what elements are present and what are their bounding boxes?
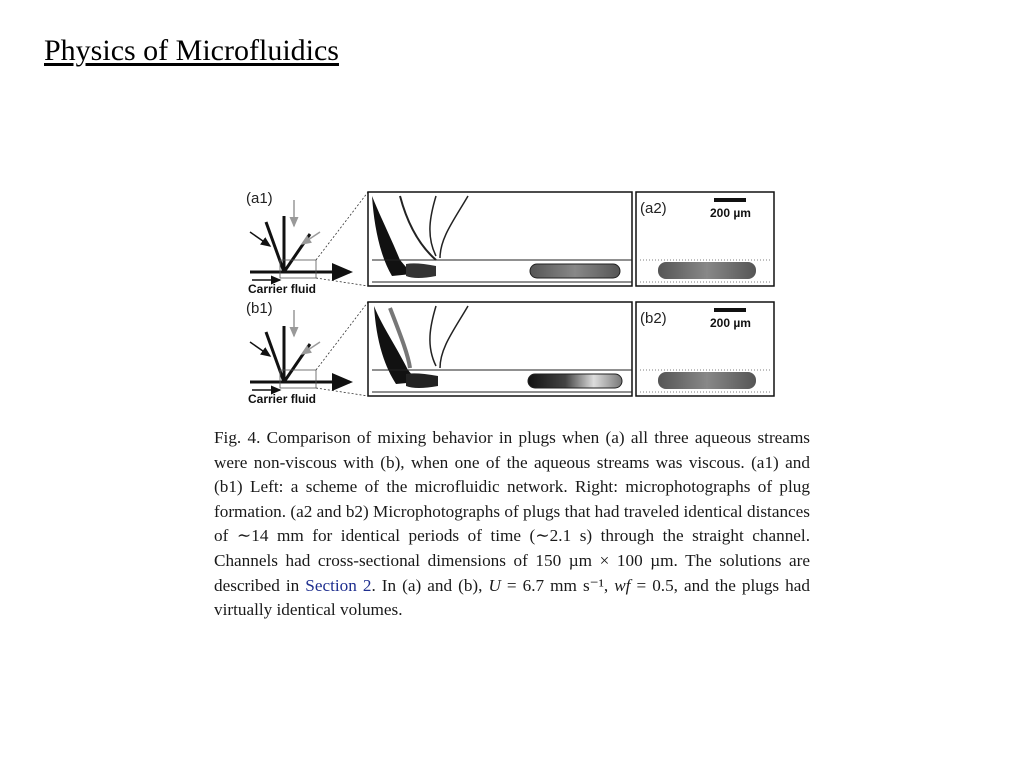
panel-a2-label: (a2) — [640, 200, 667, 217]
scheme-a1 — [250, 200, 350, 280]
u-value: = 6.7 mm s⁻¹, — [500, 575, 615, 595]
carrier-fluid-label-b: Carrier fluid — [248, 392, 317, 406]
scale-bar-b2 — [714, 308, 746, 312]
panel-a1-label: (a1) — [246, 190, 273, 207]
slide-title: Physics of Microfluidics — [44, 34, 339, 67]
scheme-b1 — [250, 310, 350, 390]
scale-label-a2: 200 µm — [710, 206, 751, 220]
scale-bar-a2 — [714, 198, 746, 202]
section-2-link[interactable]: Section 2 — [305, 575, 372, 595]
panel-b2-label: (b2) — [640, 310, 667, 327]
caption-text-1: Fig. 4. Comparison of mixing behavior in plugs when (a) all three aqueous streams were non-viscous with (b), when one of the aqueous streams was viscous. (a1) and (b1) Left: a scheme of the microfluidic network. Right: microphotographs of plug formation. (a2 and b2) Microphotographs of plugs that had traveled identical distances of ∼14 mm for identical periods of time (∼2.1 s) through the straight channel. Channels had cross-sectional dimensions of 150 µm × 100 µm. The solutions are described in — [214, 428, 810, 595]
u-symbol: U — [488, 575, 501, 595]
figure-graphic — [240, 186, 780, 408]
caption-text-2: . In (a) and (b), — [371, 575, 489, 595]
micrograph-a1 — [368, 192, 632, 286]
scale-label-b2: 200 µm — [710, 316, 751, 330]
panel-b1-label: (b1) — [246, 300, 273, 317]
micrograph-b1 — [368, 302, 632, 396]
figure-caption — [214, 426, 810, 623]
carrier-fluid-label-a: Carrier fluid — [248, 282, 317, 296]
figure-4 — [240, 186, 780, 408]
wf-value: = 0.5, and the plugs had virtually identical volumes. — [214, 575, 810, 620]
wf-symbol: wf — [614, 575, 631, 595]
